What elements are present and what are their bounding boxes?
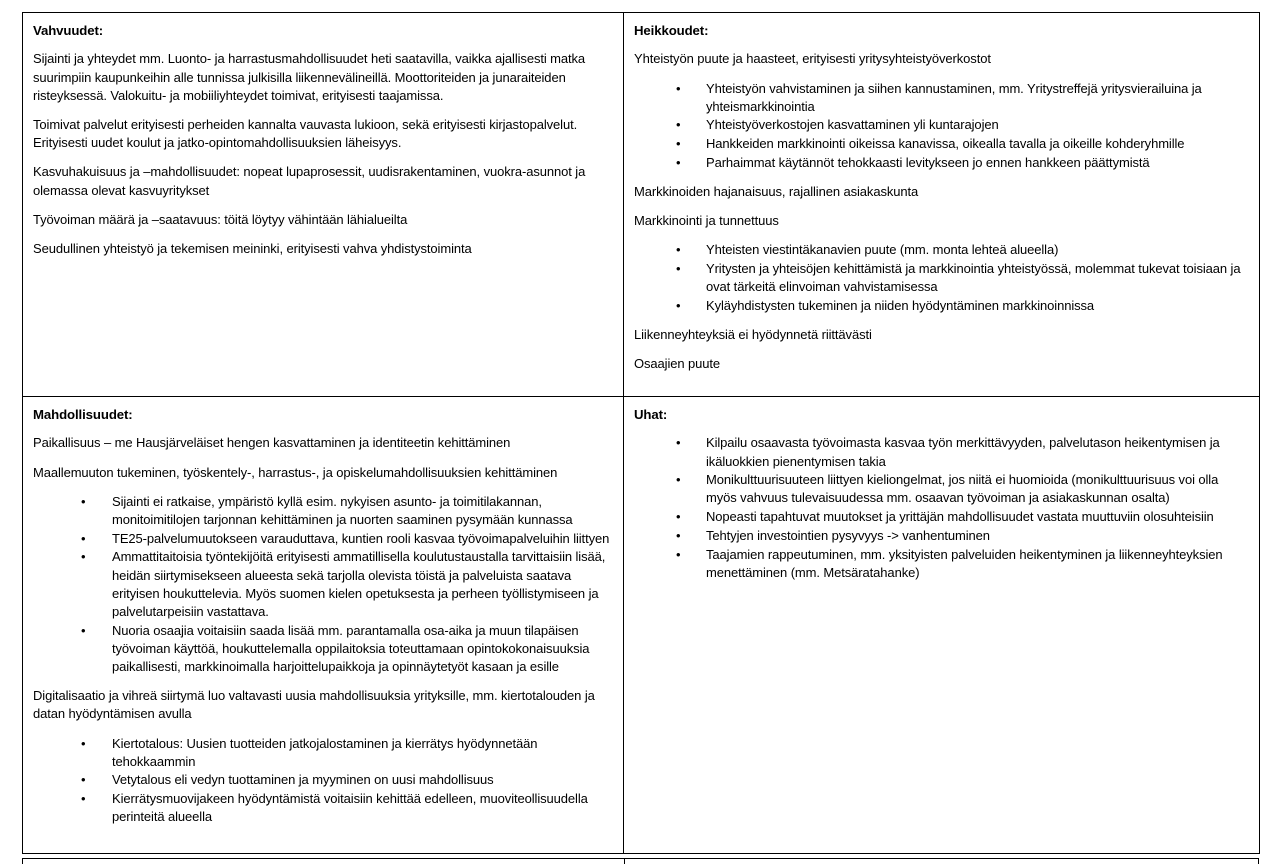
bullet-icon: • [81,791,86,807]
list-item [634,241,1247,259]
bullet-icon: • [676,472,681,488]
strengths-title: Vahvuudet: [33,23,104,38]
swot-cell-strengths [23,13,624,397]
paragraph: Osaajien puute [634,356,721,372]
list-item [33,790,611,826]
threats-body [634,434,1247,582]
bullet-icon: • [81,622,86,638]
list-item [33,548,611,621]
bullet-icon: • [676,117,681,133]
list-item [33,530,611,548]
paragraph: Liikenneyhteyksiä ei hyödynnetä riittävästi [634,327,872,343]
list-item-label: Sijainti ei ratkaise, ympäristö kyllä esim. nykyisen asunto- ja toimitilakannan, monitoimitilojen tarjonnan kehittäminen ja nuorten saaminen pysymään kunnassa [112,493,573,527]
list-item-label: Kilpailu osaavasta työvoimasta kasvaa työn merkittävyyden, palvelutason heikentymisen ja ikäluokkien pienentymisen takia [706,435,1220,469]
list-item-label: Taajamien rappeutuminen, mm. yksityisten palveluiden heikentyminen ja liikenneyhteyksien menettäminen (mm. Metsäratahanke) [706,546,1223,580]
list-item-label: Parhaimmat käytännöt tehokkaasti levitykseen jo ennen hankkeen päättymistä [706,154,1150,170]
list-item-label: Yhteistyön vahvistaminen ja siihen kannustaminen, mm. Yritystreffejä yritysvierailuina ja yhteismarkkinointia [706,80,1202,114]
list-item-label: Kyläyhdistysten tukeminen ja niiden hyödyntäminen markkinoinnissa [706,297,1095,313]
list-item [634,135,1247,153]
list-item-label: Hankkeiden markkinointi oikeissa kanavissa, oikealla tavalla ja oikeille kohderyhmille [706,136,1185,152]
list-item-label: Ammattitaitoisia työntekijöitä erityisesti ammatillisella koulutustaustalla tarvittaisiin lisää, heidän siirtymisekseen alueesta sekä tarjolla olevista töistä ja palveluista saatava erityisen houkuttelevia. Myös suomen kielen opetuksesta ja perheen työllistymiseen ja palvelutarpeisiin vastattava. [112,549,606,619]
list-item [634,260,1247,296]
bullet-icon: • [81,549,86,565]
next-table-row-partial [22,858,1259,864]
next-row-column-divider [624,859,625,864]
list-item [634,434,1247,470]
list-item-label: Kierrätysmuovijakeen hyödyntämistä voitaisiin kehittää edelleen, muoviteollisuudella perinteitä alueella [112,791,588,825]
list-item [634,80,1247,116]
list-item [33,493,611,529]
list-item [634,154,1247,172]
list-item [634,546,1247,582]
paragraph: Seudullinen yhteistyö ja tekemisen meininki, erityisesti vahva yhdistystoiminta [33,240,472,256]
list-item-label: Kiertotalous: Uusien tuotteiden jatkojalostaminen ja kierrätys hyödynnetään tehokkaammin [112,735,538,769]
list-item-label: Yhteistyöverkostojen kasvattaminen yli kuntarajojen [706,117,999,133]
list-item-label: Monikulttuurisuuteen liittyen kieliongelmat, jos niitä ei huomioida (monikulttuurisuus voi olla myös vahvuus tulevaisuudessa mm. osaavan työvoiman ja asiakaskunnan osalta) [706,472,1219,506]
list-item [634,297,1247,315]
list-item-label: Yritysten ja yhteisöjen kehittämistä ja markkinointia yhteistyössä, molemmat tukevat toisiaan ja ovat tärkeitä elinvoiman vahvistamisessa [706,261,1241,295]
swot-cell-opportunities [23,397,624,854]
paragraph: Yhteistyön puute ja haasteet, erityisesti yritysyhteistyöverkostot [634,51,991,67]
paragraph: Markkinointi ja tunnettuus [634,213,779,229]
list-item [634,527,1247,545]
paragraph: Paikallisuus – me Hausjärveläiset hengen kasvattaminen ja identiteetin kehittäminen [33,435,511,451]
list-item-label: Vetytalous eli vedyn tuottaminen ja myyminen on uusi mahdollisuus [112,772,494,788]
list-item-label: Tehtyjen investointien pysyvyys -> vanhentuminen [706,527,990,543]
bullet-icon: • [676,297,681,313]
list-item [33,735,611,771]
weaknesses-body [634,50,1247,373]
swot-cell-threats [624,397,1260,854]
list-item-label: TE25-palvelumuutokseen varauduttava, kuntien rooli kasvaa työvoimapalveluihin liittyen [112,530,610,546]
paragraph: Sijainti ja yhteydet mm. Luonto- ja harrastusmahdollisuudet heti saatavilla, vaikka ajallisesti matka suurimpiin kaupunkeihin alle tunnissa julkisilla liikennevälineillä. Moottoriteiden ja junaraiteiden risteyksessä. Valokuitu- ja mobiiliyhteydet toimivat, erityisesti taajamissa. [33,51,586,103]
paragraph: Kasvuhakuisuus ja –mahdollisuudet: nopeat lupaprosessit, uudisrakentaminen, vuokra-asunnot ja olemassa olevat kasvuyritykset [33,164,586,198]
swot-cell-weaknesses [624,13,1260,397]
bullet-icon: • [81,493,86,509]
bullet-icon: • [676,136,681,152]
paragraph: Maallemuuton tukeminen, työskentely-, harrastus-, ja opiskelumahdollisuuksien kehittäminen [33,464,558,480]
bullet-icon: • [676,509,681,525]
swot-row-strengths-weaknesses [23,13,1260,397]
list-item-label: Nuoria osaajia voitaisiin saada lisää mm. parantamalla osa-aika ja muun tilapäisen työvoiman käyttöä, houkuttelemalla oppilaitoksia toteuttamaan opintokokonaisuuksia paikallisesti, markkinoimalla harjoittelupaikkoja ja opinnäytetyöt kasaan ja esille [112,622,590,674]
list-item [33,622,611,677]
bullet-list [634,80,1247,172]
bullet-icon: • [676,527,681,543]
swot-table [22,12,1260,854]
bullet-icon: • [676,154,681,170]
paragraph: Työvoiman määrä ja –saatavuus: töitä löytyy vähintään lähialueilta [33,211,408,227]
weaknesses-title: Heikkoudet: [634,23,709,38]
list-item [634,471,1247,507]
bullet-list [33,735,611,827]
list-item-label: Nopeasti tapahtuvat muutokset ja yrittäjän mahdollisuudet vastata muuttuviin olosuhteisiin [706,509,1214,525]
list-item [634,116,1247,134]
paragraph: Digitalisaatio ja vihreä siirtymä luo valtavasti uusia mahdollisuuksia yrityksille, mm. kiertotalouden ja datan hyödyntämisen avulla [33,688,595,722]
opportunities-body [33,434,611,826]
threats-title: Uhat: [634,407,668,422]
opportunities-title: Mahdollisuudet: [33,407,133,422]
bullet-icon: • [676,80,681,96]
bullet-icon: • [81,772,86,788]
bullet-icon: • [676,435,681,451]
bullet-list [634,434,1247,582]
paragraph: Markkinoiden hajanaisuus, rajallinen asiakaskunta [634,184,919,200]
bullet-icon: • [676,546,681,562]
paragraph: Toimivat palvelut erityisesti perheiden kannalta vauvasta lukioon, sekä erityisesti kirjastopalvelut. Erityisesti uudet koulut ja jatko-opintomahdollisuuksien läheisyys. [33,116,578,151]
list-item [634,508,1247,526]
bullet-list [634,241,1247,315]
bullet-icon: • [81,530,86,546]
bullet-icon: • [81,735,86,751]
swot-row-opportunities-threats [23,397,1260,854]
strengths-body [33,50,611,258]
bullet-icon: • [676,261,681,277]
bullet-icon: • [676,242,681,258]
list-item-label: Yhteisten viestintäkanavien puute (mm. monta lehteä alueella) [706,242,1059,258]
list-item [33,771,611,789]
bullet-list [33,493,611,676]
